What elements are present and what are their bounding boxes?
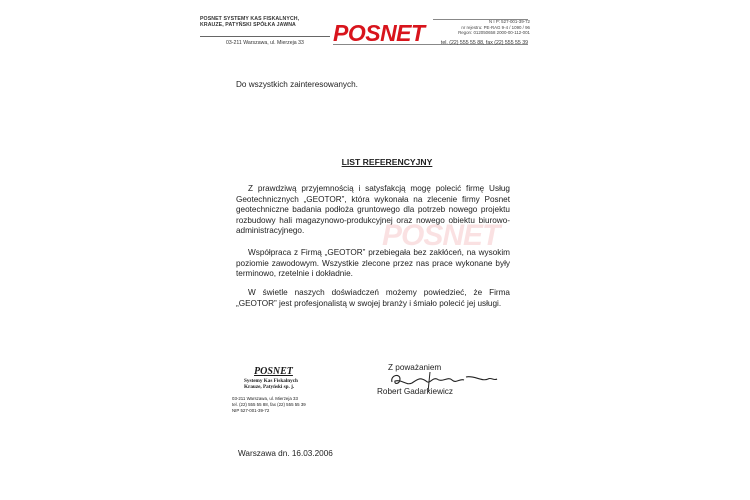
letterhead-company-line2: KRAUZE, PATYŃSKI SPÓŁKA JAWNA (200, 22, 296, 29)
letterhead-registration (426, 19, 530, 36)
stamp-nip: NIP 527-001-39-72 (232, 407, 270, 413)
letterhead-company (200, 16, 330, 28)
letterhead-register: nr rejestru: PE-RAG 9-4 / 1090 / 96 (461, 24, 530, 30)
paragraph-3: W świetle naszych doświadczeń możemy powiedzieć, że Firma „GEOTOR” jest profesjonalistą w swojej branży i śmiało polecić jej usługi. (236, 288, 510, 308)
paragraph-1: Z prawdziwą przyjemnością i satysfakcją mogę polecić firmę Usług Geotechnicznych „GEOTOR”, która wykonała na zlecenie firmy Posnet geotechniczne badania podłoża gruntowego dla potrzeb nowego projektu rozbudowy hali magazynowo-produkcyjnej oraz nowego obiektu biurowo-administracyjnego. (236, 184, 510, 236)
stamp-line1: Systemy Kas Fiskalnych (244, 378, 298, 384)
letter-title: LIST REFERENCYJNY (341, 157, 433, 167)
letterhead-address: 03-211 Warszawa, ul. Mierzeja 33 (226, 40, 304, 46)
place-and-date: Warszawa dn. 16.03.2006 (238, 449, 333, 458)
stamp-phone: tel. (22) 555 55 88, fax (22) 555 55 39 (232, 401, 306, 407)
letterhead-company-line1: POSNET SYSTEMY KAS FISKALNYCH, (200, 16, 300, 22)
stamp-address: 03-211 Warszawa, ul. Mierzeja 33 (232, 396, 298, 401)
paragraph-2: Współpraca z Firmą „GEOTOR” przebiegała bez zakłóceń, na wysokim poziomie zawodowym. Wszystkie zlecone przez nas prace wykonane były terminowo, rzetelnie i dokładnie. (236, 248, 510, 279)
company-stamp (222, 366, 322, 413)
letterhead-nip: N I P: 527-001-39-72 (488, 19, 530, 24)
letterhead-divider (200, 36, 330, 37)
stamp-details (232, 396, 322, 413)
posnet-logo: POSNET (333, 20, 425, 46)
stamp-line2: Krauze, Patyński sp. j. (244, 384, 295, 390)
signer-name: Robert Gadarkiewicz (377, 387, 453, 396)
letterhead-phone: tel. (22) 555 55 88, fax (22) 555 55 39 (440, 40, 528, 46)
closing-phrase: Z poważaniem (388, 363, 442, 372)
stamp-title: POSNET (254, 366, 293, 377)
recipient-line: Do wszystkich zainteresowanych. (236, 80, 358, 89)
letterhead-regon: Regon: 012050658 2000-00-112-001 (458, 30, 530, 36)
posnet-watermark: POSNET (382, 219, 500, 252)
